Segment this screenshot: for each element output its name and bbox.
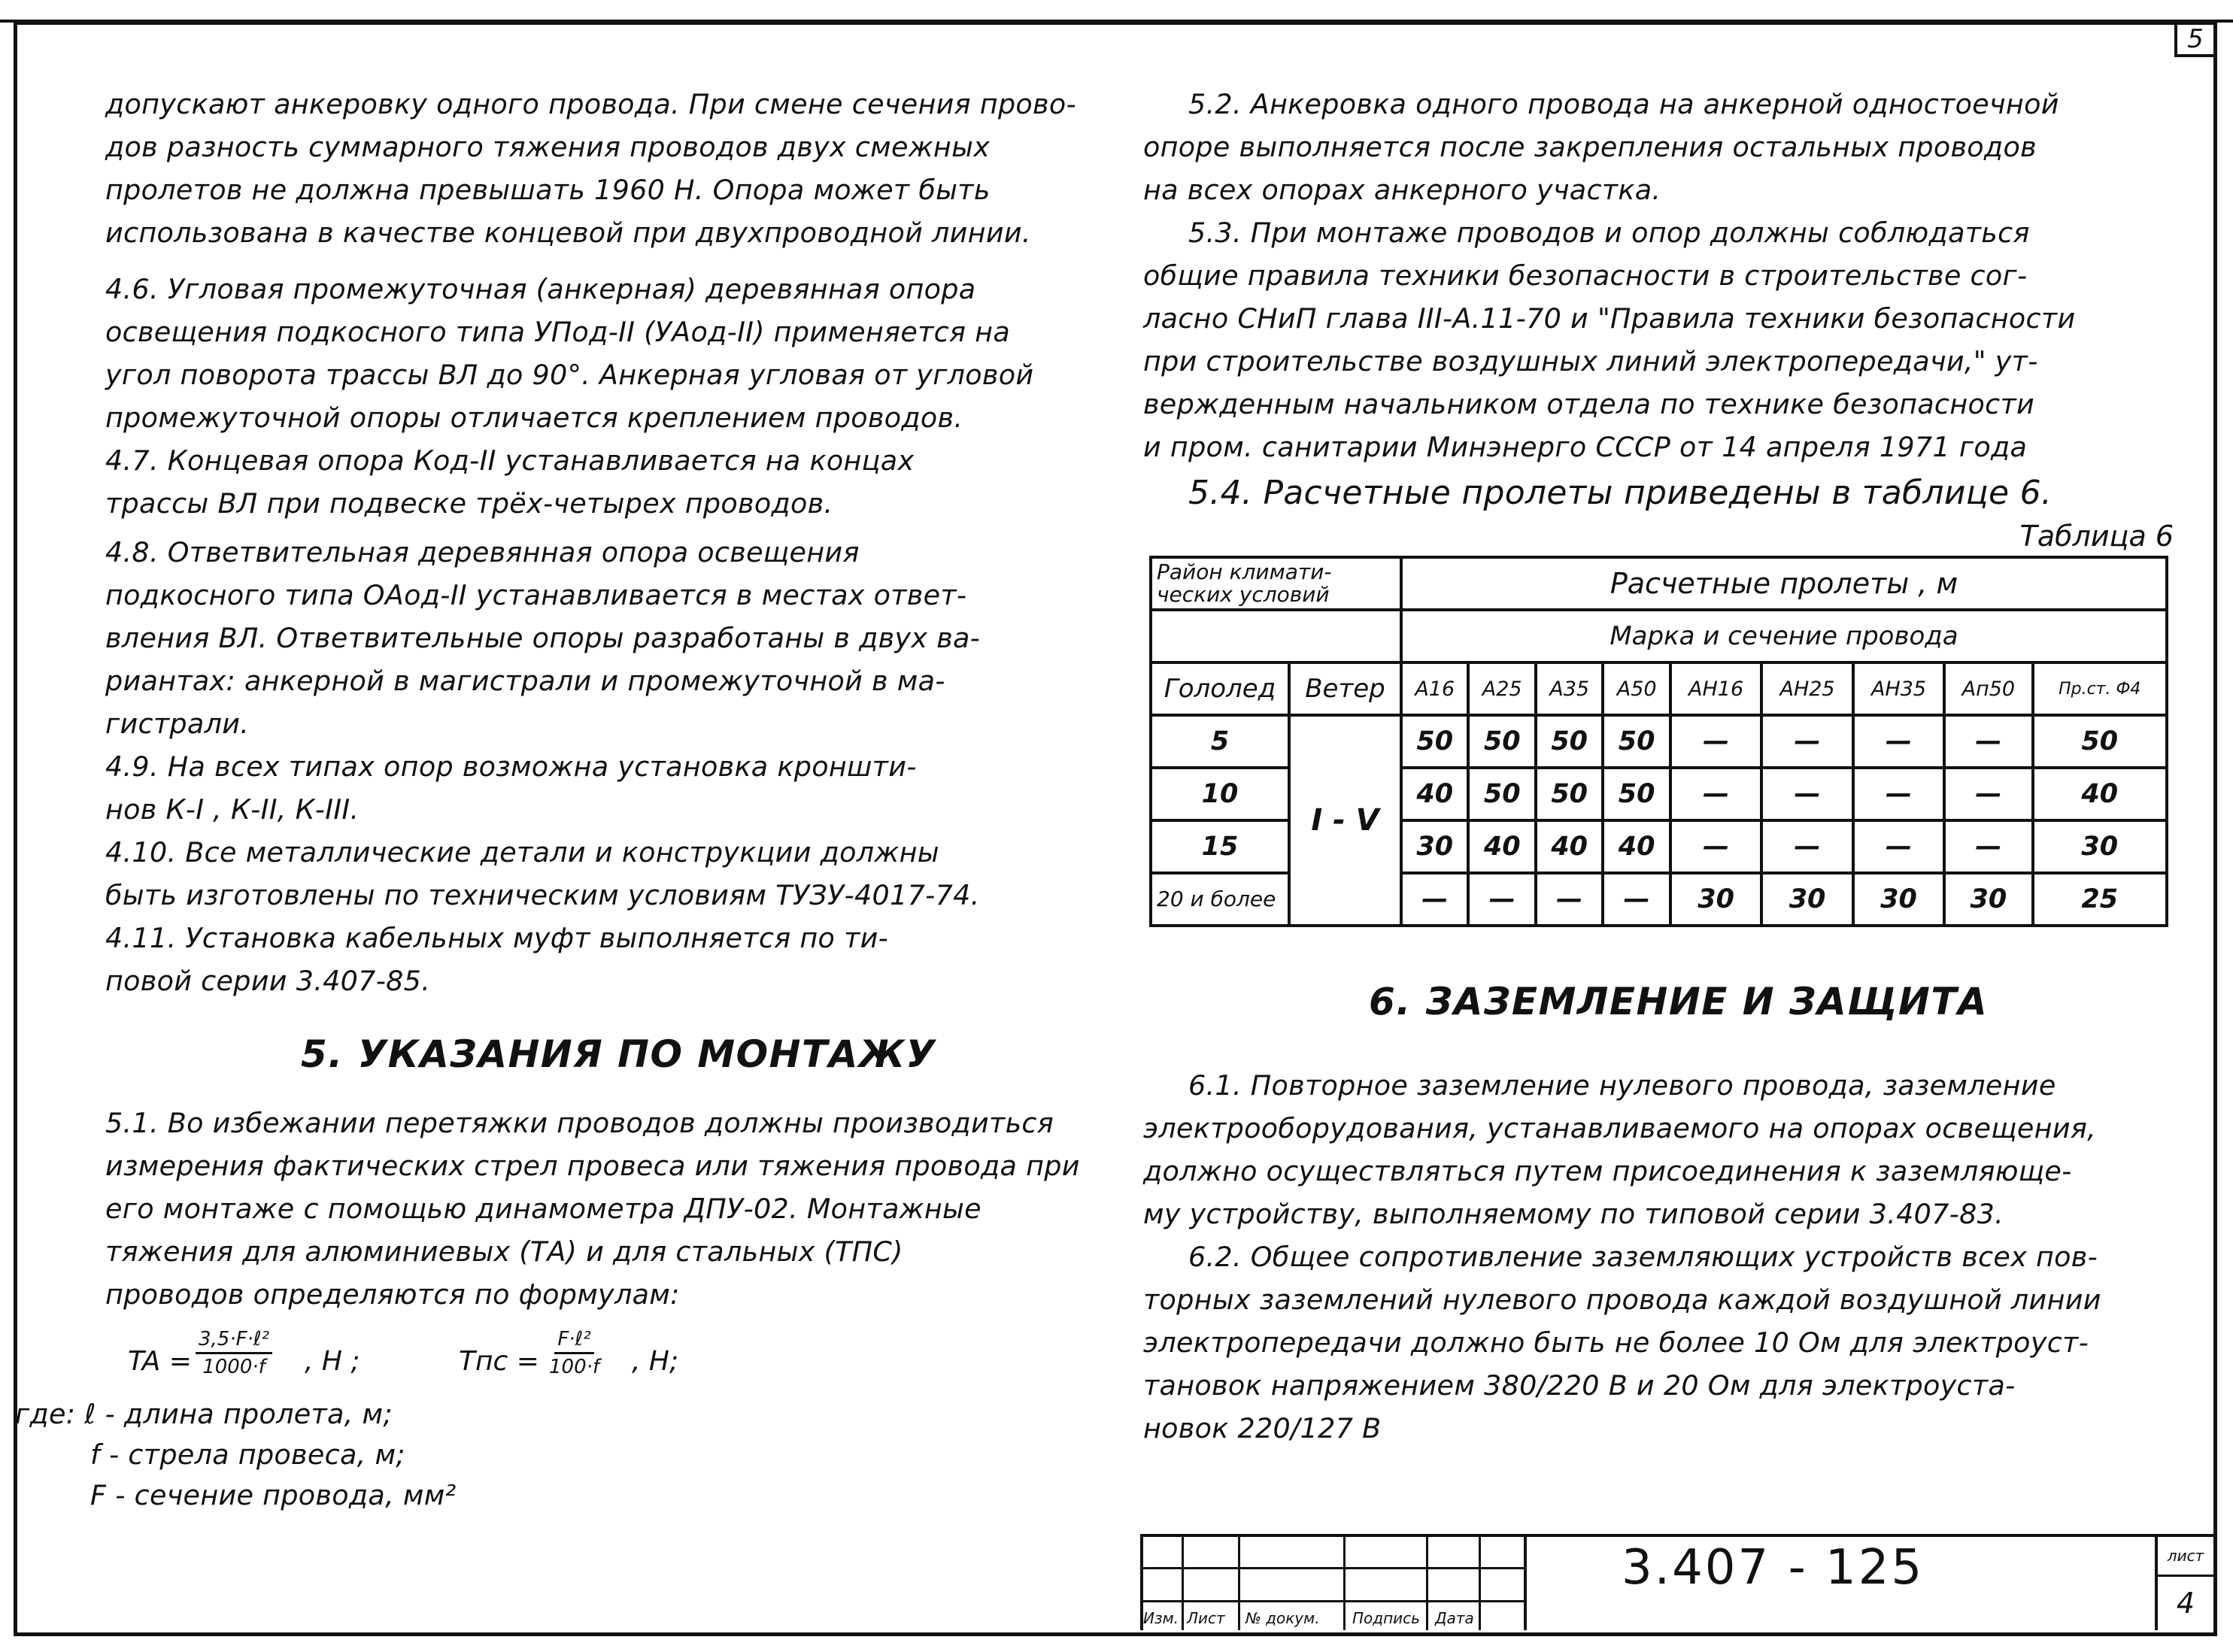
span-cell: — bbox=[1670, 768, 1761, 820]
sheet-number: 4 bbox=[2176, 1587, 2195, 1620]
stamp-label: Лист bbox=[1187, 1609, 1225, 1627]
wire-col-header: АН25 bbox=[1761, 662, 1852, 715]
span-cell: 30 bbox=[1761, 873, 1852, 926]
text-line: 4.11. Установка кабельных муфт выполняется по ти- bbox=[105, 922, 889, 954]
span-cell: 30 bbox=[1944, 873, 2032, 926]
span-cell: — bbox=[1761, 715, 1852, 768]
stamp-label: Дата bbox=[1435, 1609, 1474, 1627]
corner-page-number: 5 bbox=[2174, 24, 2213, 57]
formula-ta-lhs: TA = bbox=[128, 1346, 192, 1377]
paragraph-4-7 bbox=[105, 439, 1076, 525]
formula-ta-fraction bbox=[196, 1326, 272, 1380]
text-line: электропередачи должно быть не более 10 Ом для электроуст- bbox=[1143, 1326, 2089, 1359]
text-line: тяжения для алюминиевых (ТА) и для стальных (ТПС) bbox=[105, 1235, 903, 1268]
text-line: общие правила техники безопасности в строительстве сог- bbox=[1143, 259, 2028, 292]
table-header-region: Район климати-ческих условий bbox=[1151, 557, 1401, 610]
wire-col-header: АН35 bbox=[1853, 662, 1944, 715]
ice-cell: 5 bbox=[1151, 715, 1289, 768]
span-cell: 50 bbox=[1603, 768, 1670, 820]
legend-line: F - сечение провода, мм² bbox=[90, 1479, 457, 1511]
span-cell: — bbox=[1536, 873, 1603, 926]
title-block-stamp bbox=[1140, 1534, 2213, 1630]
paragraph-4-6 bbox=[105, 268, 1076, 439]
formula-tpc-denominator: 100·f bbox=[549, 1356, 600, 1378]
text-line: при строительстве воздушных линий электропередачи," ут- bbox=[1143, 345, 2038, 377]
wind-cell: I - V bbox=[1289, 715, 1401, 926]
text-line: пролетов не должна превышать 1960 Н. Опора может быть bbox=[105, 174, 991, 206]
span-cell: 50 bbox=[1536, 715, 1603, 768]
span-cell: — bbox=[1468, 873, 1535, 926]
span-cell: 50 bbox=[1401, 715, 1468, 768]
span-cell: 50 bbox=[1468, 768, 1535, 820]
span-cell: 50 bbox=[1468, 715, 1535, 768]
text-line: 6.2. Общее сопротивление заземляющих устройств всех пов- bbox=[1188, 1241, 2098, 1273]
text-line: гистрали. bbox=[105, 708, 250, 740]
text-line: освещения подкосного типа УПод-II (УАод-II) применяется на bbox=[105, 316, 1011, 348]
span-cell: — bbox=[1670, 715, 1761, 768]
text-line: 4.9. На всех типах опор возможна установка кроншти- bbox=[105, 750, 917, 783]
span-cell: 25 bbox=[2033, 873, 2168, 926]
legend-line: f - стрела провеса, м; bbox=[90, 1438, 405, 1471]
table-header-ice: Гололед bbox=[1151, 662, 1289, 715]
text-line: 5.2. Анкеровка одного провода на анкерной одностоечной bbox=[1188, 88, 2059, 120]
wire-col-header: А25 bbox=[1468, 662, 1535, 715]
span-cell: — bbox=[1401, 873, 1468, 926]
paragraph-4-10 bbox=[105, 831, 1076, 917]
span-cell: — bbox=[1853, 820, 1944, 873]
text-line: быть изготовлены по техническим условиям ТУЗУ-4017-74. bbox=[105, 879, 980, 911]
paragraph-5-4: 5.4. Расчетные пролеты приведены в таблице 6. bbox=[1188, 474, 2052, 512]
formula-ta-unit: , Н ; bbox=[305, 1346, 360, 1377]
ice-cell: 10 bbox=[1151, 768, 1289, 820]
formula-ta-numerator: 3,5·F·ℓ² bbox=[196, 1326, 272, 1354]
text-line: 4.8. Ответвительная деревянная опора освещения bbox=[105, 536, 860, 568]
paragraph-5-2 bbox=[1143, 83, 2174, 211]
span-cell: 50 bbox=[1603, 715, 1670, 768]
table-row bbox=[1151, 715, 2167, 768]
formula-tpc-lhs: Tпс = bbox=[459, 1346, 539, 1377]
text-line: повой серии 3.407-85. bbox=[105, 965, 431, 997]
text-line: торных заземлений нулевого провода каждой воздушной линии bbox=[1143, 1284, 2101, 1316]
span-cell: — bbox=[1944, 768, 2032, 820]
text-line: тановок напряжением 380/220 В и 20 Ом для электроуста- bbox=[1143, 1369, 2016, 1402]
span-cell: 50 bbox=[1536, 768, 1603, 820]
text-line: измерения фактических стрел провеса или тяжения провода при bbox=[105, 1150, 1080, 1182]
span-cell: — bbox=[1944, 715, 2032, 768]
table-header-spans: Расчетные пролеты , м bbox=[1401, 557, 2167, 610]
legend-line: где: ℓ - длина пролета, м; bbox=[15, 1398, 393, 1430]
text-line: ласно СНиП глава III-А.11-70 и "Правила техники безопасности bbox=[1143, 302, 2076, 335]
text-line: его монтаже с помощью динамометра ДПУ-02. Монтажные bbox=[105, 1193, 981, 1225]
text-line: вержденным начальником отдела по технике безопасности bbox=[1143, 388, 2035, 420]
formula-legend bbox=[15, 1394, 1076, 1516]
paragraph-6-1 bbox=[1143, 1064, 2174, 1235]
text-line: и пром. санитарии Минэнерго СССР от 14 апреля 1971 года bbox=[1143, 431, 2028, 463]
span-cell: — bbox=[1944, 820, 2032, 873]
right-column bbox=[1143, 83, 2174, 1450]
text-line: трассы ВЛ при подвеске трёх-четырех проводов. bbox=[105, 487, 833, 520]
table-header-mark: Марка и сечение провода bbox=[1401, 610, 2167, 662]
text-line: новок 220/127 В bbox=[1143, 1412, 1382, 1444]
wire-col-header: А35 bbox=[1536, 662, 1603, 715]
wire-col-header: А16 bbox=[1401, 662, 1468, 715]
wire-col-header: Ап50 bbox=[1944, 662, 2032, 715]
text-line: 4.7. Концевая опора Код-II устанавливается на концах bbox=[105, 444, 915, 477]
span-cell: 30 bbox=[1401, 820, 1468, 873]
span-cell: — bbox=[1670, 820, 1761, 873]
span-cell: 30 bbox=[2033, 820, 2168, 873]
span-cell: 40 bbox=[1401, 768, 1468, 820]
span-cell: — bbox=[1761, 820, 1852, 873]
text-line: 4.6. Угловая промежуточная (анкерная) деревянная опора bbox=[105, 273, 976, 305]
text-line: нов К-I , К-II, К-III. bbox=[105, 793, 360, 826]
paragraph-4-8 bbox=[105, 531, 1076, 745]
text-line: допускают анкеровку одного провода. При смене сечения прово- bbox=[105, 88, 1076, 120]
wire-col-header: Пр.ст. Ф4 bbox=[2033, 662, 2168, 715]
stamp-label: Подпись bbox=[1352, 1609, 1420, 1627]
formula-tpc-unit: , Н; bbox=[632, 1346, 679, 1377]
text-line: риантах: анкерной в магистрали и промежуточной в ма- bbox=[105, 665, 945, 697]
wire-col-header: А50 bbox=[1603, 662, 1670, 715]
table-caption: Таблица 6 bbox=[2019, 520, 2174, 553]
span-cell: 50 bbox=[2033, 715, 2168, 768]
text-line: использована в качестве концевой при двухпроводной линии. bbox=[105, 217, 1031, 249]
text-line: на всех опорах анкерного участка. bbox=[1143, 174, 1661, 206]
span-cell: — bbox=[1853, 768, 1944, 820]
text-line: 5.1. Во избежании перетяжки проводов должны производиться bbox=[105, 1107, 1054, 1139]
text-line: 6.1. Повторное заземление нулевого провода, заземление bbox=[1188, 1069, 2056, 1102]
text-line: му устройству, выполняемому по типовой серии 3.407-83. bbox=[1143, 1198, 2004, 1230]
text-line: электрооборудования, устанавливаемого на опорах освещения, bbox=[1143, 1112, 2097, 1144]
formula-ta-denominator: 1000·f bbox=[202, 1356, 265, 1378]
span-cell: 40 bbox=[2033, 768, 2168, 820]
ice-cell: 20 и более bbox=[1151, 873, 1289, 926]
span-cell: — bbox=[1603, 873, 1670, 926]
text-line: угол поворота трассы ВЛ до 90°. Анкерная угловая от угловой bbox=[105, 359, 1034, 391]
wire-col-header: АН16 bbox=[1670, 662, 1761, 715]
intro-paragraph bbox=[105, 83, 1076, 254]
text-line: 5.3. При монтаже проводов и опор должны соблюдаться bbox=[1188, 217, 2030, 249]
text-line: 4.10. Все металлические детали и конструкции должны bbox=[105, 836, 939, 868]
section-5-title: 5. УКАЗАНИЯ ПО МОНТАЖУ bbox=[301, 1032, 936, 1076]
span-cell: 30 bbox=[1670, 873, 1761, 926]
table-header-wind: Ветер bbox=[1289, 662, 1401, 715]
text-line: проводов определяются по формулам: bbox=[105, 1278, 680, 1311]
span-cell: 40 bbox=[1468, 820, 1535, 873]
formula-tpc-fraction bbox=[549, 1326, 599, 1380]
span-cell: 30 bbox=[1853, 873, 1944, 926]
paragraph-4-11 bbox=[105, 917, 1076, 1002]
span-cell: — bbox=[1853, 715, 1944, 768]
paragraph-5-1 bbox=[105, 1102, 1080, 1316]
text-line: подкосного типа ОАод-II устанавливается в местах ответ- bbox=[105, 579, 967, 611]
sheet-label: лист bbox=[2158, 1537, 2213, 1577]
span-cell: — bbox=[1761, 768, 1852, 820]
section-6-title: 6. ЗАЗЕМЛЕНИЕ И ЗАЩИТА bbox=[1369, 980, 1989, 1023]
document-code: 3.407 - 125 bbox=[1622, 1540, 1925, 1596]
span-cell: 40 bbox=[1603, 820, 1670, 873]
paragraph-4-9 bbox=[105, 745, 1076, 831]
paragraph-5-3 bbox=[1143, 211, 2174, 468]
text-line: вления ВЛ. Ответвительные опоры разработаны в двух ва- bbox=[105, 622, 981, 654]
stamp-label: № докум. bbox=[1245, 1609, 1320, 1627]
text-line: промежуточной опоры отличается креплением проводов. bbox=[105, 402, 963, 434]
span-cell: 40 bbox=[1536, 820, 1603, 873]
ice-cell: 15 bbox=[1151, 820, 1289, 873]
stamp-label: Изм. bbox=[1143, 1609, 1179, 1627]
paragraph-6-2 bbox=[1143, 1235, 2174, 1450]
left-column bbox=[15, 83, 1080, 1516]
text-line: дов разность суммарного тяжения проводов двух смежных bbox=[105, 131, 991, 163]
spans-table bbox=[1149, 556, 2168, 927]
text-line: должно осуществляться путем присоединения к заземляюще- bbox=[1143, 1155, 2072, 1187]
formula-tpc-numerator: F·ℓ² bbox=[554, 1326, 593, 1354]
tension-formulas bbox=[105, 1326, 1076, 1394]
sheet-number-box bbox=[2155, 1534, 2213, 1630]
text-line: опоре выполняется после закрепления остальных проводов bbox=[1143, 131, 2037, 163]
